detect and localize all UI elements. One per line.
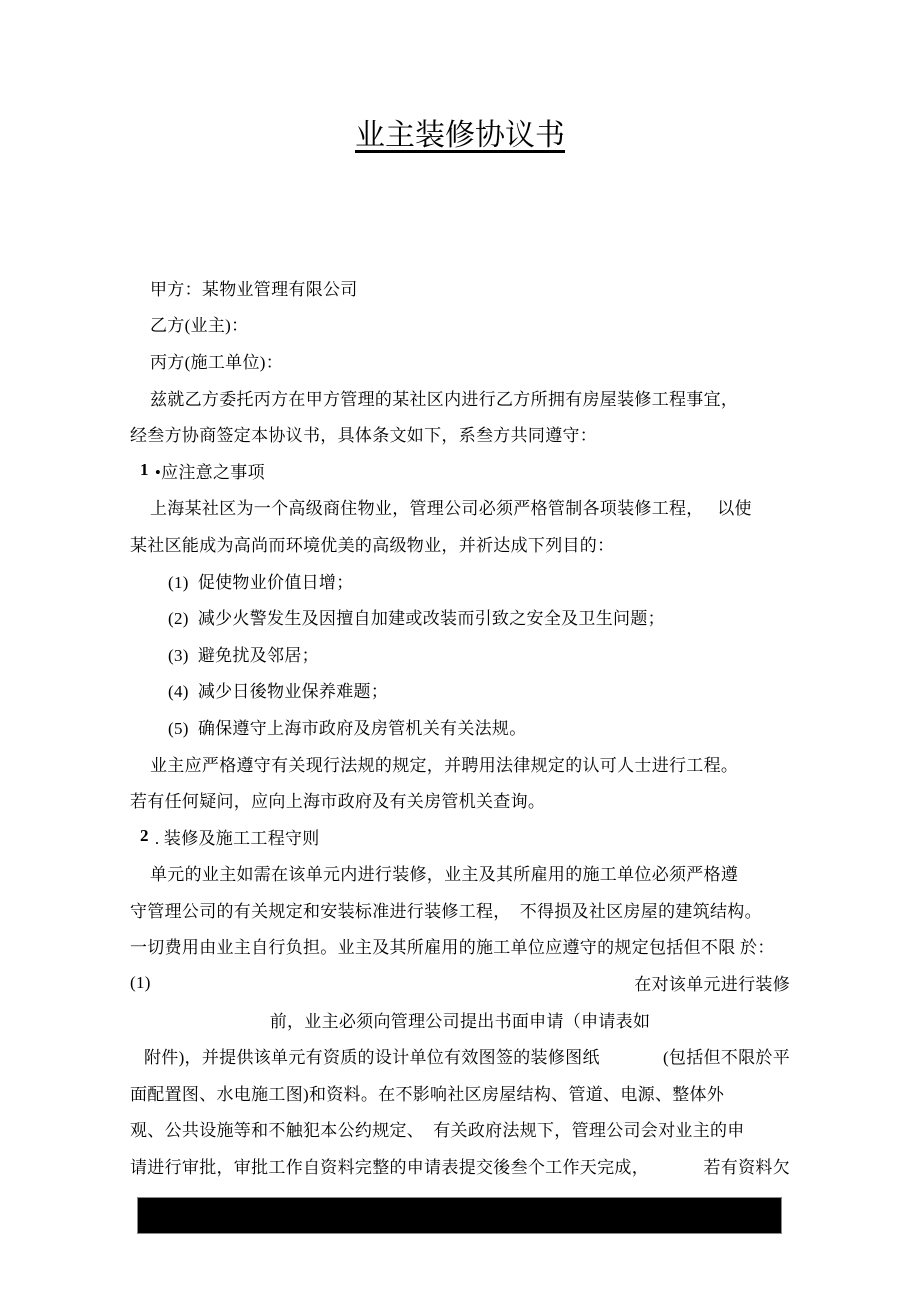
- section-1-closing-line-1: [130, 745, 790, 782]
- section-2-para-text-1: 单元的业主如需在该单元内进行装修，业主及其所雇用的施工单位必须严格遵: [150, 865, 739, 885]
- section-1-closing-text-1: 业主应严格遵守有关现行法规的规定，并聘用法律规定的认可人士进行工程。: [150, 755, 739, 775]
- party-c-text: 丙方(施工单位)：: [150, 352, 284, 372]
- section-1-para-line-1: [130, 489, 790, 526]
- section-1-heading: [130, 452, 790, 489]
- preamble-line-1: [130, 379, 790, 416]
- purpose-item-4: [130, 672, 790, 709]
- section-1-closing-text-2: 若有任何疑问，应向上海市政府及有关房管机关查询。: [130, 792, 546, 812]
- purpose-item-4-text: (4) 减少日後物业保养难题；: [168, 682, 389, 702]
- rule-1-line-2: [130, 1001, 790, 1038]
- preamble-text-1: 兹就乙方委托丙方在甲方管理的某社区内进行乙方所拥有房屋装修工程事宜，: [150, 389, 739, 409]
- section-1-title: •应注意之事项: [154, 462, 265, 482]
- section-2-title: . 装修及施工工程守则: [154, 828, 320, 848]
- doc-body: [130, 269, 790, 1184]
- section-2-number: 2: [140, 826, 149, 846]
- rule-1-line-4: [130, 1074, 790, 1111]
- purpose-item-5: [130, 708, 790, 745]
- rule-1-text-2: 前，业主必须向管理公司提出书面申请（申请表如: [269, 1011, 651, 1031]
- party-b-line: [130, 306, 790, 343]
- section-2-para-text-3: 一切费用由业主自行负担。业主及其所雇用的施工单位应遵守的规定包括但不限 於：: [130, 938, 775, 958]
- rule-1-text-6-right: 若有资料欠: [703, 1158, 790, 1178]
- purpose-item-1-text: (1) 促使物业价值日增；: [168, 572, 354, 592]
- purpose-item-3: [130, 635, 790, 672]
- rule-1-text-4: 面配置图、水电施工图)和资料。在不影响社区房屋结构、管道、电源、整体外: [130, 1084, 725, 1104]
- section-1-para-line-2: [130, 525, 790, 562]
- section-2-para-line-3: [130, 928, 790, 965]
- section-1-closing-line-2: [130, 781, 790, 818]
- rule-1-line-3: [130, 1037, 790, 1074]
- section-2-heading: [130, 818, 790, 855]
- preamble-text-2: 经叁方协商签定本协议书，具体条文如下，系叁方共同遵守：: [130, 426, 598, 446]
- purpose-item-5-text: (5) 确保遵守上海市政府及房管机关有关法规。: [168, 718, 527, 738]
- rule-1-text-right: 在对该单元进行装修: [634, 975, 790, 995]
- purpose-item-2-text: (2) 减少火警发生及因擅自加建或改装而引致之安全及卫生问题；: [168, 609, 665, 629]
- rule-1-text-3-right: (包括但不限於平: [662, 1048, 790, 1068]
- rule-1-text-5: 观、公共设施等和不触犯本公约规定、 有关政府法规下，管理公司会对业主的申: [130, 1121, 745, 1141]
- party-b-text: 乙方(业主)：: [150, 316, 249, 336]
- preamble-line-2: [130, 415, 790, 452]
- doc-title: [0, 114, 920, 158]
- party-c-line: [130, 342, 790, 379]
- rule-1-text-6-left: 请进行审批，审批工作自资料完整的申请表提交後叁个工作天完成，: [130, 1158, 649, 1178]
- section-1-para-text-1: 上海某社区为一个高级商住物业，管理公司必须严格管制各项装修工程， 以使: [150, 499, 752, 519]
- party-a-text: 甲方：某物业管理有限公司: [150, 279, 358, 299]
- purpose-item-1: [130, 562, 790, 599]
- section-2-para-line-1: [130, 855, 790, 892]
- rule-1-text-3-left: 附件)，并提供该单元有资质的设计单位有效图签的装修图纸: [144, 1048, 600, 1068]
- redaction-bar: [137, 1197, 782, 1234]
- section-2-para-line-2: [130, 891, 790, 928]
- party-a-line: [130, 269, 790, 306]
- rule-1-marker: (1): [130, 972, 151, 992]
- rule-1-line-6: [130, 1147, 790, 1184]
- doc-title-text: 业主装修协议书: [355, 119, 565, 152]
- purpose-item-3-text: (3) 避免扰及邻居；: [168, 645, 319, 665]
- section-1-para-text-2: 某社区能成为高尚而环境优美的高级物业，并祈达成下列目的：: [130, 535, 615, 555]
- section-1-number: 1: [140, 460, 149, 480]
- rule-1-line-1: [130, 964, 790, 1001]
- rule-1-line-5: [130, 1111, 790, 1148]
- section-2-para-text-2: 守管理公司的有关规定和安装标准进行装修工程， 不得损及社区房屋的建筑结构。: [130, 901, 762, 921]
- purpose-item-2: [130, 598, 790, 635]
